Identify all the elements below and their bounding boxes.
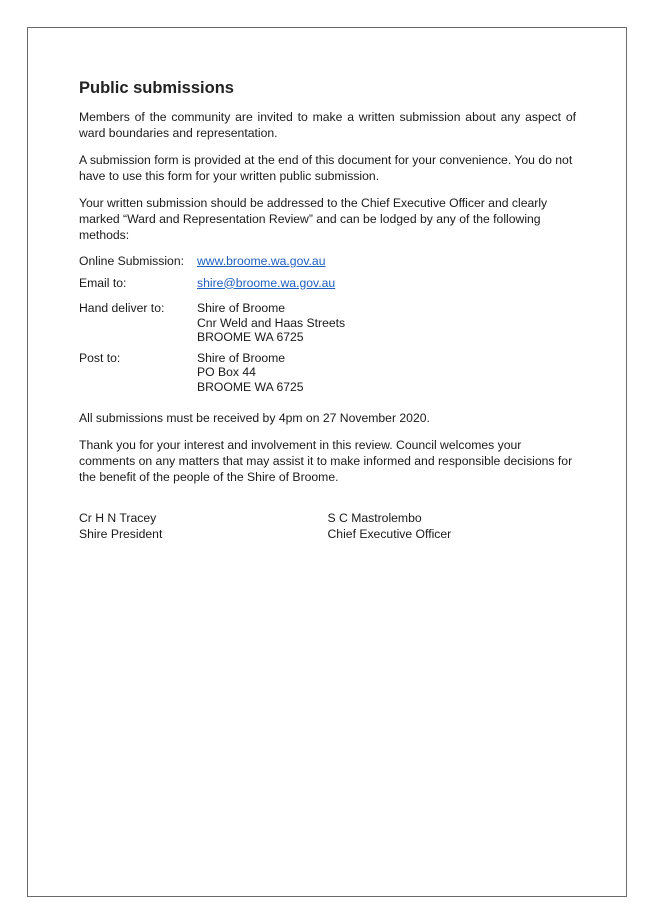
post-row [79,351,576,395]
hand-deliver-address [197,301,576,345]
form-paragraph: A submission form is provided at the end of this document for your convenience. You do not have to use this form for your written public submission. [79,153,573,183]
signatures [79,510,576,542]
signatory-name: S C Mastrolembo [327,511,422,525]
email-label: Email to: [79,275,127,290]
signature-ceo [328,510,577,542]
address-line: PO Box 44 [197,365,256,379]
address-paragraph: Your written submission should be addressed to the Chief Executive Officer and clearly marked “Ward and Representation Review” and can be lodged by any of the following methods: [79,196,548,242]
website-link[interactable]: www.broome.wa.gov.au [197,254,326,268]
address-line: Shire of Broome [197,350,286,365]
document-content [79,79,576,542]
email-row [79,276,576,291]
signatory-name: Cr H N Tracey [79,511,157,525]
signatory-title: Shire President [79,527,163,541]
post-label: Post to: [79,350,121,365]
address-line: Cnr Weld and Haas Streets [197,315,346,330]
thanks-paragraph: Thank you for your interest and involvement in this review. Council welcomes your comments on any matters that may assist it to make informed and responsible decisions for the benefit of the people of the Shire of Broome. [79,438,573,484]
address-line: BROOME WA 6725 [197,379,304,394]
email-link[interactable]: shire@broome.wa.gov.au [197,275,336,290]
hand-deliver-row [79,301,576,345]
address-line: Shire of Broome [197,301,286,315]
intro-paragraph: Members of the community are invited to make a written submission about any aspect of ward boundaries and representation. [79,110,576,140]
signatory-title: Chief Executive Officer [327,527,452,541]
post-address [197,351,576,395]
page-title: Public submissions [79,79,234,97]
online-submission-label: Online Submission: [79,254,184,268]
deadline-paragraph: All submissions must be received by 4pm on 27 November 2020. [79,411,430,425]
address-line: BROOME WA 6725 [197,330,304,344]
online-submission-row [79,254,576,269]
signature-president [79,510,328,542]
hand-deliver-label: Hand deliver to: [79,301,165,315]
